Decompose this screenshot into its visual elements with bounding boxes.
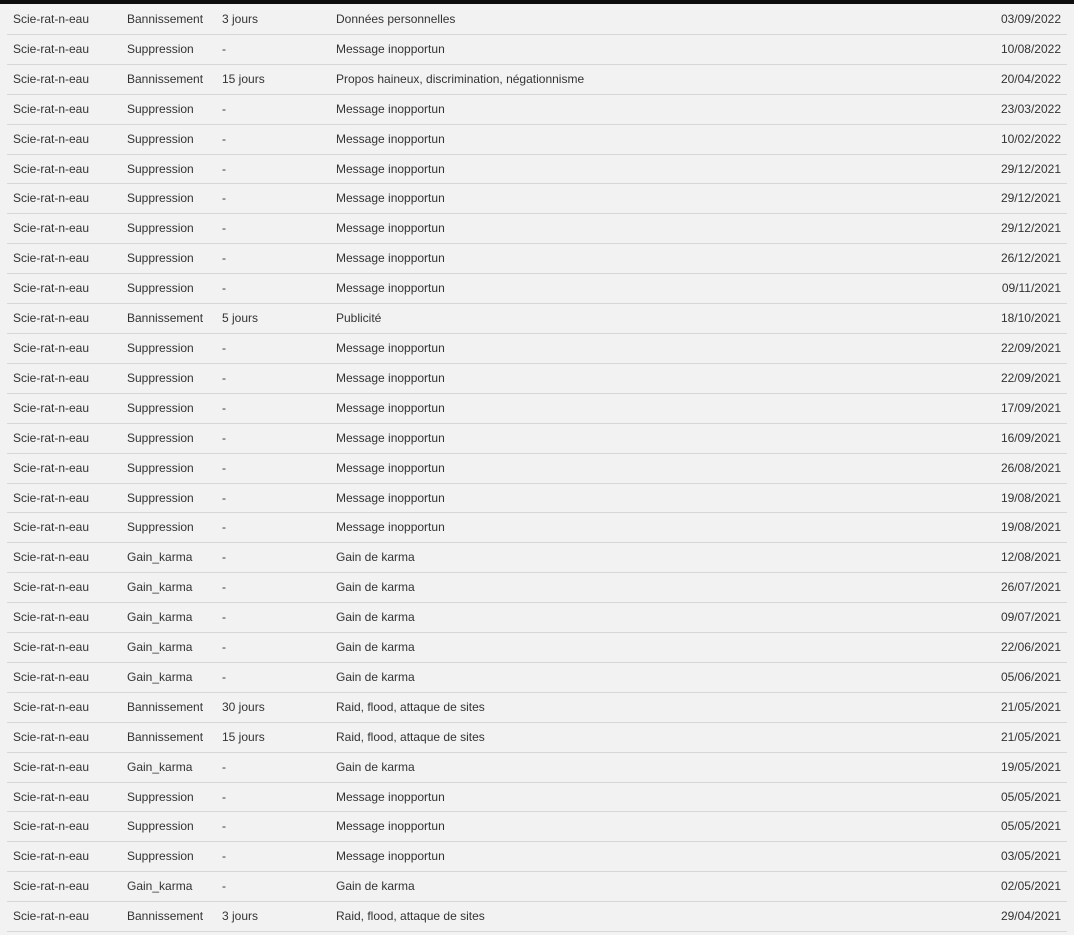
cell-duration: -	[222, 221, 226, 236]
cell-reason: Message inopportun	[336, 41, 445, 56]
cell-date: 26/07/2021	[1000, 580, 1061, 595]
cell-date: 19/08/2021	[1000, 490, 1061, 505]
cell-reason: Propos haineux, discrimination, négationnisme	[336, 71, 585, 86]
cell-type: Gain_karma	[127, 580, 193, 595]
cell-duration: -	[222, 430, 226, 445]
table-row	[7, 573, 1067, 603]
table-row	[7, 633, 1067, 663]
cell-type: Bannissement	[127, 729, 204, 744]
table-row	[7, 244, 1067, 274]
cell-type: Suppression	[127, 131, 194, 146]
cell-type: Suppression	[127, 101, 194, 116]
cell-duration: -	[222, 580, 226, 595]
top-bar	[0, 0, 1074, 4]
cell-type: Gain_karma	[127, 669, 193, 684]
cell-date: 10/02/2022	[1000, 131, 1061, 146]
cell-user: Scie-rat-n-eau	[13, 759, 90, 774]
cell-duration: 15 jours	[222, 71, 265, 86]
table-row	[7, 274, 1067, 304]
table-row	[7, 663, 1067, 693]
cell-reason: Gain de karma	[336, 610, 415, 625]
table-row	[7, 35, 1067, 65]
cell-reason: Message inopportun	[336, 101, 445, 116]
cell-type: Bannissement	[127, 909, 204, 924]
cell-date: 21/05/2021	[1000, 729, 1061, 744]
cell-type: Bannissement	[127, 311, 204, 326]
cell-type: Suppression	[127, 789, 194, 804]
cell-date: 29/12/2021	[1000, 161, 1061, 176]
cell-user: Scie-rat-n-eau	[13, 101, 90, 116]
cell-duration: -	[222, 759, 226, 774]
cell-date: 05/05/2021	[1000, 819, 1061, 834]
table-row	[7, 842, 1067, 872]
cell-user: Scie-rat-n-eau	[13, 281, 90, 296]
cell-duration: -	[222, 400, 226, 415]
cell-type: Gain_karma	[127, 550, 193, 565]
cell-reason: Message inopportun	[336, 789, 445, 804]
cell-user: Scie-rat-n-eau	[13, 909, 90, 924]
table-row	[7, 603, 1067, 633]
cell-type: Suppression	[127, 41, 194, 56]
cell-reason: Message inopportun	[336, 819, 445, 834]
cell-reason: Données personnelles	[336, 12, 456, 26]
cell-type: Bannissement	[127, 699, 204, 714]
cell-date: 02/05/2021	[1000, 879, 1061, 894]
table-row	[7, 693, 1067, 723]
cell-duration: 5 jours	[222, 311, 259, 326]
cell-duration: -	[222, 370, 226, 385]
cell-date: 05/05/2021	[1000, 789, 1061, 804]
cell-reason: Publicité	[336, 311, 382, 326]
cell-user: Scie-rat-n-eau	[13, 370, 90, 385]
sanctions-table	[0, 5, 1074, 932]
cell-user: Scie-rat-n-eau	[13, 41, 90, 56]
table-row	[7, 872, 1067, 902]
cell-type: Suppression	[127, 161, 194, 176]
cell-duration: -	[222, 669, 226, 684]
cell-user: Scie-rat-n-eau	[13, 520, 90, 535]
table-row	[7, 812, 1067, 842]
cell-duration: -	[222, 340, 226, 355]
cell-user: Scie-rat-n-eau	[13, 340, 90, 355]
cell-duration: 15 jours	[222, 729, 265, 744]
table-row	[7, 484, 1067, 514]
cell-duration: 30 jours	[222, 699, 265, 714]
cell-date: 21/05/2021	[1000, 699, 1061, 714]
cell-duration: -	[222, 251, 226, 266]
table-row	[7, 65, 1067, 95]
cell-date: 05/06/2021	[1000, 669, 1061, 684]
cell-type: Gain_karma	[127, 879, 193, 894]
cell-reason: Raid, flood, attaque de sites	[336, 699, 485, 714]
table-row	[7, 753, 1067, 783]
table-row	[7, 364, 1067, 394]
table-row	[7, 95, 1067, 125]
cell-reason: Gain de karma	[336, 669, 415, 684]
cell-user: Scie-rat-n-eau	[13, 550, 90, 565]
cell-type: Gain_karma	[127, 759, 193, 774]
cell-date: 22/06/2021	[1000, 640, 1061, 655]
cell-user: Scie-rat-n-eau	[13, 251, 90, 266]
cell-user: Scie-rat-n-eau	[13, 819, 90, 834]
cell-reason: Gain de karma	[336, 640, 415, 655]
cell-date: 22/09/2021	[1000, 340, 1061, 355]
cell-user: Scie-rat-n-eau	[13, 400, 90, 415]
cell-date: 18/10/2021	[1000, 311, 1061, 326]
cell-reason: Message inopportun	[336, 430, 445, 445]
cell-user: Scie-rat-n-eau	[13, 221, 90, 236]
cell-reason: Raid, flood, attaque de sites	[336, 909, 485, 924]
cell-reason: Message inopportun	[336, 161, 445, 176]
cell-user: Scie-rat-n-eau	[13, 849, 90, 864]
cell-type: Gain_karma	[127, 610, 193, 625]
cell-reason: Message inopportun	[336, 849, 445, 864]
cell-user: Scie-rat-n-eau	[13, 71, 90, 86]
cell-type: Suppression	[127, 430, 194, 445]
cell-date: 09/11/2021	[1001, 281, 1061, 296]
cell-user: Scie-rat-n-eau	[13, 580, 90, 595]
cell-user: Scie-rat-n-eau	[13, 669, 90, 684]
cell-date: 22/09/2021	[1000, 370, 1061, 385]
cell-user: Scie-rat-n-eau	[13, 699, 90, 714]
cell-type: Bannissement	[127, 12, 204, 26]
table-row	[7, 783, 1067, 813]
cell-user: Scie-rat-n-eau	[13, 191, 90, 206]
cell-type: Suppression	[127, 460, 194, 475]
cell-date: 09/07/2021	[1000, 610, 1061, 625]
cell-type: Suppression	[127, 400, 194, 415]
cell-duration: -	[222, 819, 226, 834]
cell-duration: 3 jours	[222, 12, 259, 26]
cell-reason: Raid, flood, attaque de sites	[336, 729, 485, 744]
cell-duration: -	[222, 490, 226, 505]
cell-date: 19/08/2021	[1000, 520, 1061, 535]
table-row	[7, 155, 1067, 185]
cell-type: Suppression	[127, 340, 194, 355]
cell-reason: Message inopportun	[336, 340, 445, 355]
table-row	[7, 394, 1067, 424]
cell-reason: Message inopportun	[336, 191, 445, 206]
cell-user: Scie-rat-n-eau	[13, 610, 90, 625]
cell-reason: Message inopportun	[336, 520, 445, 535]
table-row	[7, 723, 1067, 753]
cell-type: Suppression	[127, 281, 194, 296]
cell-reason: Message inopportun	[336, 251, 445, 266]
cell-duration: -	[222, 460, 226, 475]
table-row	[7, 125, 1067, 155]
cell-date: 19/05/2021	[1000, 759, 1061, 774]
table-row	[7, 304, 1067, 334]
cell-user: Scie-rat-n-eau	[13, 460, 90, 475]
cell-user: Scie-rat-n-eau	[13, 879, 90, 894]
cell-duration: -	[222, 640, 226, 655]
cell-reason: Message inopportun	[336, 281, 445, 296]
table-row	[7, 5, 1067, 35]
cell-user: Scie-rat-n-eau	[13, 131, 90, 146]
cell-date: 26/08/2021	[1000, 460, 1061, 475]
cell-type: Suppression	[127, 490, 194, 505]
cell-duration: -	[222, 610, 226, 625]
cell-duration: -	[222, 789, 226, 804]
cell-reason: Message inopportun	[336, 131, 445, 146]
cell-user: Scie-rat-n-eau	[13, 640, 90, 655]
cell-user: Scie-rat-n-eau	[13, 490, 90, 505]
cell-duration: 3 jours	[222, 909, 259, 924]
cell-type: Suppression	[127, 849, 194, 864]
cell-user: Scie-rat-n-eau	[13, 311, 90, 326]
cell-user: Scie-rat-n-eau	[13, 12, 90, 26]
cell-reason: Message inopportun	[336, 221, 445, 236]
cell-reason: Message inopportun	[336, 370, 445, 385]
cell-date: 03/09/2022	[1000, 12, 1061, 26]
cell-date: 26/12/2021	[1000, 251, 1061, 266]
table-row	[7, 214, 1067, 244]
cell-date: 12/08/2021	[1000, 550, 1061, 565]
cell-type: Suppression	[127, 370, 194, 385]
table-row	[7, 454, 1067, 484]
cell-reason: Gain de karma	[336, 759, 415, 774]
cell-type: Bannissement	[127, 71, 204, 86]
cell-date: 03/05/2021	[1000, 849, 1061, 864]
cell-reason: Message inopportun	[336, 460, 445, 475]
cell-reason: Message inopportun	[336, 400, 445, 415]
cell-duration: -	[222, 41, 226, 56]
cell-duration: -	[222, 849, 226, 864]
cell-duration: -	[222, 101, 226, 116]
cell-date: 29/04/2021	[1000, 909, 1061, 924]
cell-duration: -	[222, 550, 226, 565]
cell-reason: Message inopportun	[336, 490, 445, 505]
cell-date: 10/08/2022	[1000, 41, 1061, 56]
cell-type: Suppression	[127, 191, 194, 206]
cell-date: 17/09/2021	[1000, 400, 1061, 415]
table-row	[7, 424, 1067, 454]
cell-date: 20/04/2022	[1000, 71, 1061, 86]
cell-duration: -	[222, 191, 226, 206]
cell-reason: Gain de karma	[336, 879, 415, 894]
cell-duration: -	[222, 520, 226, 535]
cell-date: 29/12/2021	[1000, 191, 1061, 206]
cell-duration: -	[222, 879, 226, 894]
cell-type: Suppression	[127, 221, 194, 236]
cell-type: Gain_karma	[127, 640, 193, 655]
cell-user: Scie-rat-n-eau	[13, 789, 90, 804]
cell-duration: -	[222, 281, 226, 296]
cell-type: Suppression	[127, 251, 194, 266]
cell-user: Scie-rat-n-eau	[13, 430, 90, 445]
table-row	[7, 334, 1067, 364]
cell-date: 29/12/2021	[1000, 221, 1061, 236]
cell-user: Scie-rat-n-eau	[13, 161, 90, 176]
cell-duration: -	[222, 161, 226, 176]
cell-user: Scie-rat-n-eau	[13, 729, 90, 744]
cell-reason: Gain de karma	[336, 550, 415, 565]
cell-duration: -	[222, 131, 226, 146]
cell-type: Suppression	[127, 520, 194, 535]
table-row	[7, 513, 1067, 543]
cell-date: 23/03/2022	[1000, 101, 1061, 116]
table-row	[7, 902, 1067, 932]
cell-type: Suppression	[127, 819, 194, 834]
table-row	[7, 184, 1067, 214]
cell-date: 16/09/2021	[1000, 430, 1061, 445]
cell-reason: Gain de karma	[336, 580, 415, 595]
table-row	[7, 543, 1067, 573]
